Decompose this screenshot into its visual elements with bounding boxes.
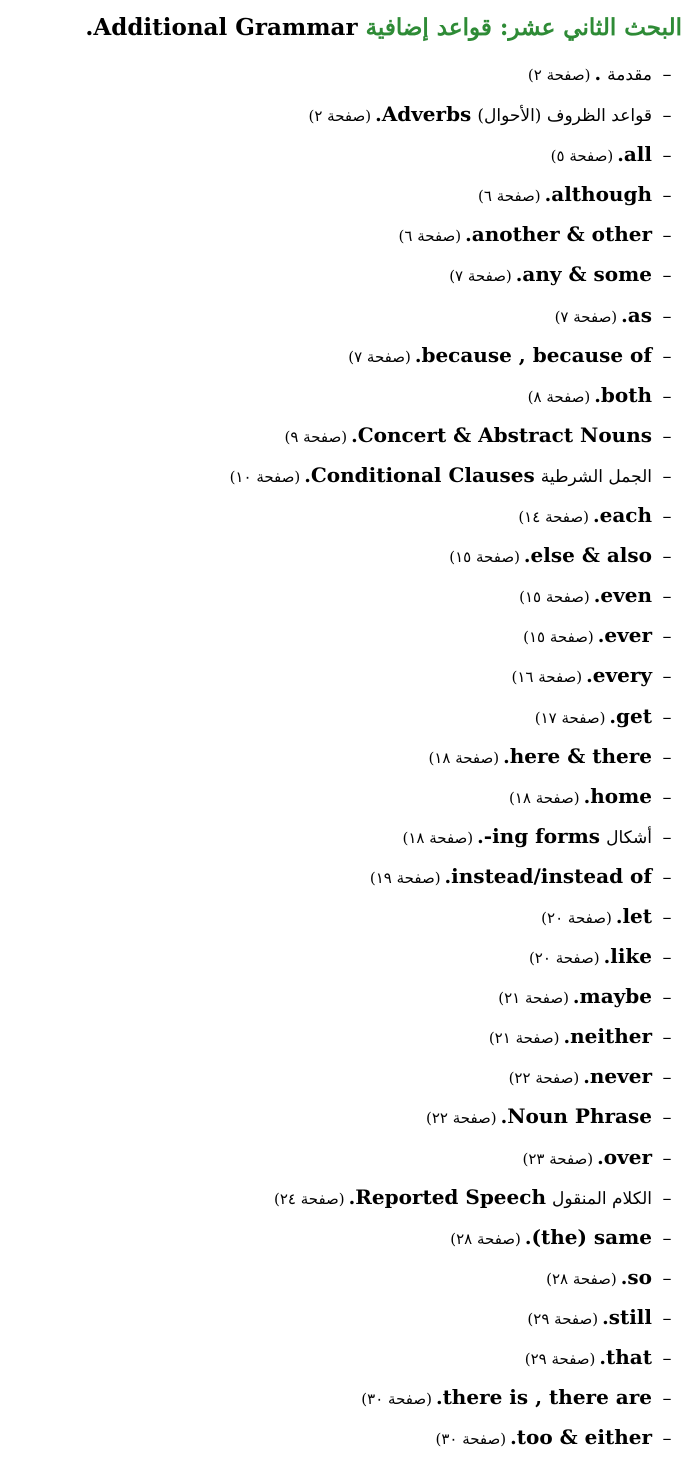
entry-period: . (524, 1226, 532, 1249)
entry-page-reference: (صفحة ١٩) (369, 868, 441, 887)
entry-page-reference: (صفحة ٢٠) (528, 949, 600, 968)
toc-entry (0, 936, 700, 976)
entry-english-term: let (622, 903, 652, 928)
entry-english-term: Conditional Clauses (310, 462, 535, 487)
entry-english-term: over (603, 1144, 652, 1169)
toc-entry (0, 696, 700, 736)
dash-bullet: – (662, 1107, 672, 1129)
toc-entry (0, 495, 700, 535)
entry-english-term: still (608, 1304, 652, 1329)
entry-english-term: another & other (471, 222, 652, 247)
toc-entry (0, 174, 700, 214)
dash-bullet: – (662, 1307, 672, 1329)
dash-bullet: – (662, 1227, 672, 1249)
entry-period: . (435, 1387, 443, 1410)
entry-english-term: Reported Speech (355, 1184, 546, 1209)
entry-arabic-label: قواعد الظروف (الأحوال) (477, 106, 652, 127)
toc-entry (0, 1217, 700, 1257)
entry-english-term: Concert & Abstract Nouns (357, 422, 652, 447)
toc-entry (0, 1297, 700, 1337)
toc-entry (0, 1377, 700, 1417)
dash-bullet: – (662, 1067, 672, 1089)
entry-english-term: too & either (516, 1425, 652, 1450)
entry-period: . (510, 1427, 517, 1450)
entry-page-reference: (صفحة ٢٨) (546, 1269, 617, 1288)
entry-period: . (617, 144, 624, 167)
entry-period: . (594, 63, 602, 85)
toc-entry (0, 335, 700, 375)
heading-english: Additional Grammar (93, 14, 358, 41)
entry-period: . (620, 1266, 628, 1289)
entry-period: . (503, 745, 510, 768)
dash-bullet: – (662, 105, 672, 127)
entry-page-reference: (صفحة ٦) (478, 187, 541, 206)
entry-period: . (597, 625, 605, 648)
entry-page-reference: (صفحة ١٥) (449, 548, 520, 567)
toc-entry (0, 1417, 700, 1457)
entry-page-reference: (صفحة ١٠) (229, 467, 301, 486)
dash-bullet: – (662, 1027, 672, 1049)
entry-page-reference: (صفحة ١٦) (511, 668, 583, 687)
entry-page-reference: (صفحة ٣٠) (435, 1430, 507, 1449)
entry-period: . (304, 464, 311, 487)
toc-entry (0, 375, 700, 415)
entry-english-term: there is , there are (442, 1385, 652, 1410)
entry-english-term: like (610, 944, 652, 969)
entry-english-term: ever (604, 623, 652, 648)
toc-entry (0, 295, 700, 335)
toc-entry (0, 214, 700, 254)
entry-english-term: Adverbs (381, 102, 472, 127)
toc-entry (0, 615, 700, 655)
dash-bullet: – (662, 826, 672, 848)
dash-bullet: – (662, 1388, 672, 1410)
toc-entry (0, 54, 700, 94)
section-heading: البحث الثاني عشر: قواعد إضافية Additional Grammar. (85, 14, 682, 41)
entry-period: . (563, 1026, 571, 1049)
entry-page-reference: (صفحة ٢) (308, 107, 372, 126)
toc-entry (0, 896, 700, 936)
entry-page-reference: (صفحة ٢٨) (450, 1229, 521, 1248)
entry-english-term: all (623, 142, 652, 167)
toc-entry (0, 535, 700, 575)
entry-period: . (544, 184, 552, 207)
dash-bullet: – (662, 1187, 672, 1209)
dash-bullet: – (662, 586, 672, 608)
entry-period: . (572, 986, 580, 1009)
toc-entry (0, 1096, 700, 1136)
dash-bullet: – (662, 746, 672, 768)
entry-period: . (583, 785, 591, 808)
dash-bullet: – (662, 546, 672, 568)
entry-english-term: even (600, 583, 652, 608)
entry-page-reference: (صفحة ٦) (398, 227, 462, 246)
entry-page-reference: (صفحة ٨) (527, 387, 591, 406)
entry-page-reference: (صفحة ٥) (550, 147, 614, 166)
entry-page-reference: (صفحة ٢٢) (508, 1069, 580, 1088)
entry-period: . (515, 264, 523, 287)
entry-arabic-label: أشكال (606, 827, 652, 848)
dash-bullet: – (662, 906, 672, 928)
entry-english-term: here & there (509, 743, 652, 768)
dash-bullet: – (662, 305, 672, 327)
entry-english-term: so (627, 1264, 652, 1289)
toc-entry (0, 575, 700, 615)
toc-entry (0, 736, 700, 776)
dash-bullet: – (662, 1267, 672, 1289)
entry-english-term: instead/instead of (451, 863, 652, 888)
entry-page-reference: (صفحة ٩) (284, 427, 348, 446)
entry-period: . (593, 585, 601, 608)
toc-entry (0, 134, 700, 174)
entry-english-term: Noun Phrase (507, 1104, 652, 1129)
entry-page-reference: (صفحة ١٨) (508, 788, 580, 807)
entry-period: . (414, 344, 422, 367)
entry-period: . (351, 424, 358, 447)
entry-period: . (465, 224, 472, 247)
toc-entry (0, 816, 700, 856)
entry-page-reference: (صفحة ٢١) (498, 989, 569, 1008)
dash-bullet: – (662, 64, 672, 85)
dash-bullet: – (662, 626, 672, 648)
dash-bullet: – (662, 385, 672, 407)
entry-english-term: as (627, 302, 652, 327)
entry-page-reference: (صفحة ١٨) (428, 748, 500, 767)
toc-entry (0, 976, 700, 1016)
entry-page-reference: (صفحة ٢٠) (541, 908, 612, 927)
entry-page-reference: (صفحة ٢٢) (425, 1109, 497, 1128)
entry-period: . (603, 946, 611, 969)
dash-bullet: – (662, 866, 672, 888)
dash-bullet: – (662, 987, 672, 1009)
dash-bullet: – (662, 465, 672, 487)
entry-english-term: because , because of (421, 342, 652, 367)
entry-page-reference: (صفحة ٣٠) (361, 1390, 432, 1409)
entry-arabic-label: الجمل الشرطية (540, 466, 652, 487)
entry-page-reference: (صفحة ١٨) (402, 828, 474, 847)
entry-period: . (592, 505, 600, 528)
entry-page-reference: (صفحة ٧) (348, 347, 411, 366)
entry-page-reference: (صفحة ٢٩) (527, 1309, 599, 1328)
entry-english-term: that (606, 1345, 652, 1369)
entry-english-term: (the) same (531, 1224, 652, 1249)
entry-page-reference: (صفحة ١٧) (534, 708, 606, 727)
dash-bullet: – (662, 1348, 672, 1369)
dash-bullet: – (662, 345, 672, 367)
entry-period: . (348, 1186, 356, 1209)
entry-period: . (602, 1306, 609, 1329)
entry-period: . (500, 1106, 508, 1129)
entry-page-reference: (صفحة ٢) (527, 66, 591, 84)
toc-entry (0, 455, 700, 495)
entry-english-term: each (599, 503, 652, 528)
dash-bullet: – (662, 265, 672, 287)
entry-english-term: every (592, 663, 652, 688)
entry-page-reference: (صفحة ١٥) (523, 628, 594, 647)
entry-english-term: get (616, 703, 652, 728)
toc-entry (0, 1016, 700, 1056)
entry-page-reference: (صفحة ٢٩) (524, 1350, 596, 1368)
entry-period: . (375, 104, 382, 127)
entry-period: . (599, 1347, 607, 1369)
toc-entry (0, 1056, 700, 1096)
entry-arabic-label: مقدمة (607, 65, 652, 85)
dash-bullet: – (662, 185, 672, 207)
entry-period: . (609, 705, 617, 728)
toc-entry (0, 254, 700, 294)
entry-period: . (477, 825, 484, 848)
dash-bullet: – (662, 1428, 672, 1450)
entry-english-term: home (590, 783, 652, 808)
entry-page-reference: (صفحة ٢٤) (273, 1189, 345, 1208)
entry-english-term: although (551, 182, 652, 207)
entry-period: . (615, 905, 623, 928)
entry-english-term: both (600, 382, 652, 407)
entry-english-term: any & some (522, 262, 652, 287)
entry-arabic-label: الكلام المنقول (552, 1188, 652, 1209)
dash-bullet: – (662, 947, 672, 969)
toc-entry (0, 655, 700, 695)
toc-entry (0, 1177, 700, 1217)
toc-entry (0, 415, 700, 455)
table-of-contents (0, 54, 700, 1457)
toc-entry (0, 1257, 700, 1297)
dash-bullet: – (662, 225, 672, 247)
dash-bullet: – (662, 666, 672, 688)
toc-entry (0, 94, 700, 134)
toc-entry (0, 776, 700, 816)
entry-period: . (621, 304, 628, 327)
entry-period: . (594, 384, 601, 407)
entry-period: . (523, 545, 531, 568)
entry-period: . (583, 1066, 590, 1089)
toc-entry (0, 856, 700, 896)
heading-arabic: البحث الثاني عشر: قواعد إضافية (365, 14, 682, 41)
entry-english-term: maybe (579, 984, 652, 1009)
entry-page-reference: (صفحة ٧) (449, 267, 512, 286)
dash-bullet: – (662, 145, 672, 167)
entry-english-term: neither (570, 1024, 652, 1049)
entry-period: . (597, 1146, 604, 1169)
dash-bullet: – (662, 706, 672, 728)
entry-english-term: never (589, 1064, 652, 1089)
toc-entry (0, 1137, 700, 1177)
entry-page-reference: (صفحة ٧) (554, 307, 618, 326)
dash-bullet: – (662, 1147, 672, 1169)
entry-english-term: -ing forms (483, 823, 601, 848)
entry-page-reference: (صفحة ٢٣) (522, 1149, 594, 1168)
toc-entry (0, 1337, 700, 1377)
dash-bullet: – (662, 506, 672, 528)
entry-period: . (444, 865, 452, 888)
dash-bullet: – (662, 425, 672, 447)
entry-english-term: else & also (530, 543, 652, 568)
entry-period: . (586, 665, 593, 688)
dash-bullet: – (662, 786, 672, 808)
entry-page-reference: (صفحة ٢١) (488, 1029, 560, 1048)
entry-page-reference: (صفحة ١٥) (519, 588, 590, 607)
entry-page-reference: (صفحة ١٤) (518, 508, 589, 527)
